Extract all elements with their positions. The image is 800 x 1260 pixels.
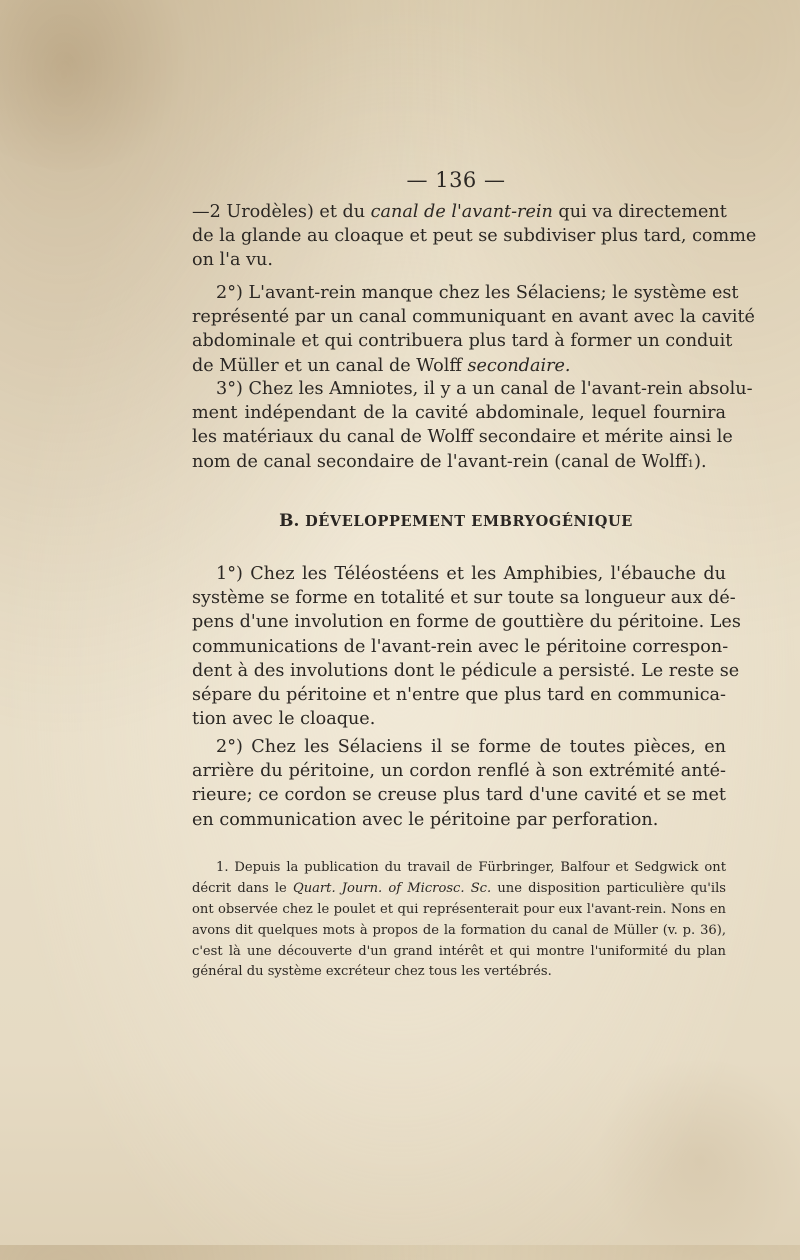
paper-stain — [0, 0, 200, 170]
section-letter: B. — [279, 511, 300, 531]
text-line: 2°) Chez les Sélaciens il se forme de toutes pièces, en — [216, 737, 726, 757]
text-line: pens d'une involution en forme de gouttière du péritoine. Les — [192, 612, 741, 633]
text-line: ment indépendant de la cavité abdominale, lequel fournira — [192, 403, 726, 424]
text-line: de la glande au cloaque et peut se subdiviser plus tard, comme — [192, 226, 757, 247]
text-line: communications de l'avant-rein avec le péritoine correspon- — [192, 636, 729, 657]
footnote-line: ont observée chez le poulet et qui représenterait pour eux l'avant-rein. Nons en — [192, 901, 726, 917]
section-title: DÉVELOPPEMENT EMBRYOGÉNIQUE — [305, 513, 633, 530]
text-line: les matériaux du canal de Wolff secondaire et mérite ainsi le — [192, 427, 733, 448]
text-line: dent à des involutions dont le pédicule a persisté. Le reste se — [192, 660, 740, 681]
footnote-line: général du système excréteur chez tous les vertébrés. — [192, 964, 552, 980]
paper-stain — [590, 1060, 800, 1260]
page-number: — 136 — — [406, 168, 506, 192]
text-line: 2°) L'avant-rein manque chez les Sélaciens; le système est — [216, 283, 739, 303]
paragraph-4 — [192, 562, 741, 731]
text-line: système se forme en totalité et sur toute sa longueur aux dé- — [192, 588, 736, 609]
text-line: —2 Urodèles) et du canal de l'avant-rein qui va directement — [192, 202, 727, 222]
text-line: de Müller et un canal de Wolff secondaire. — [192, 355, 571, 376]
text-line: abdominale et qui contribuera plus tard à former un conduit — [192, 331, 733, 352]
paragraph-1 — [192, 200, 757, 273]
section-heading — [0, 511, 800, 531]
text-line: on l'a vu. — [192, 250, 273, 271]
footnote-line: 1. Depuis la publication du travail de Fürbringer, Balfour et Sedgwick ont — [216, 860, 726, 875]
footnote-line: décrit dans le Quart. Journ. of Microsc. Sc. une disposition particulière qu'ils — [192, 880, 726, 896]
text-line: en communication avec le péritoine par perforation. — [192, 809, 659, 830]
text-line: sépare du péritoine et n'entre que plus tard en communica- — [192, 684, 726, 705]
text-line: représenté par un canal communiquant en avant avec la cavité — [192, 307, 755, 328]
paragraph-5 — [192, 735, 726, 832]
footnote-ref: 1 — [687, 457, 695, 470]
text-line: tion avec le cloaque. — [192, 709, 376, 730]
text-line: rieure; ce cordon se creuse plus tard d'une cavité et se met — [192, 785, 726, 806]
footnote-line: avons dit quelques mots à propos de la formation du canal de Müller (v. p. 36), — [192, 922, 726, 938]
text-line: 1°) Chez les Téléostéens et les Amphibies, l'ébauche du — [216, 564, 726, 584]
paragraph-2 — [192, 281, 755, 378]
footnote — [192, 858, 726, 983]
text-line: arrière du péritoine, un cordon renflé à son extrémité anté- — [192, 761, 726, 782]
text-line: 3°) Chez les Amniotes, il y a un canal de l'avant-rein absolu- — [216, 379, 753, 399]
text-line: nom de canal secondaire de l'avant-rein (canal de Wolff$^1$). — [192, 451, 707, 472]
footnote-line: c'est là une découverte d'un grand intérêt et qui montre l'uniformité du plan — [192, 943, 726, 959]
paragraph-3 — [192, 377, 753, 474]
